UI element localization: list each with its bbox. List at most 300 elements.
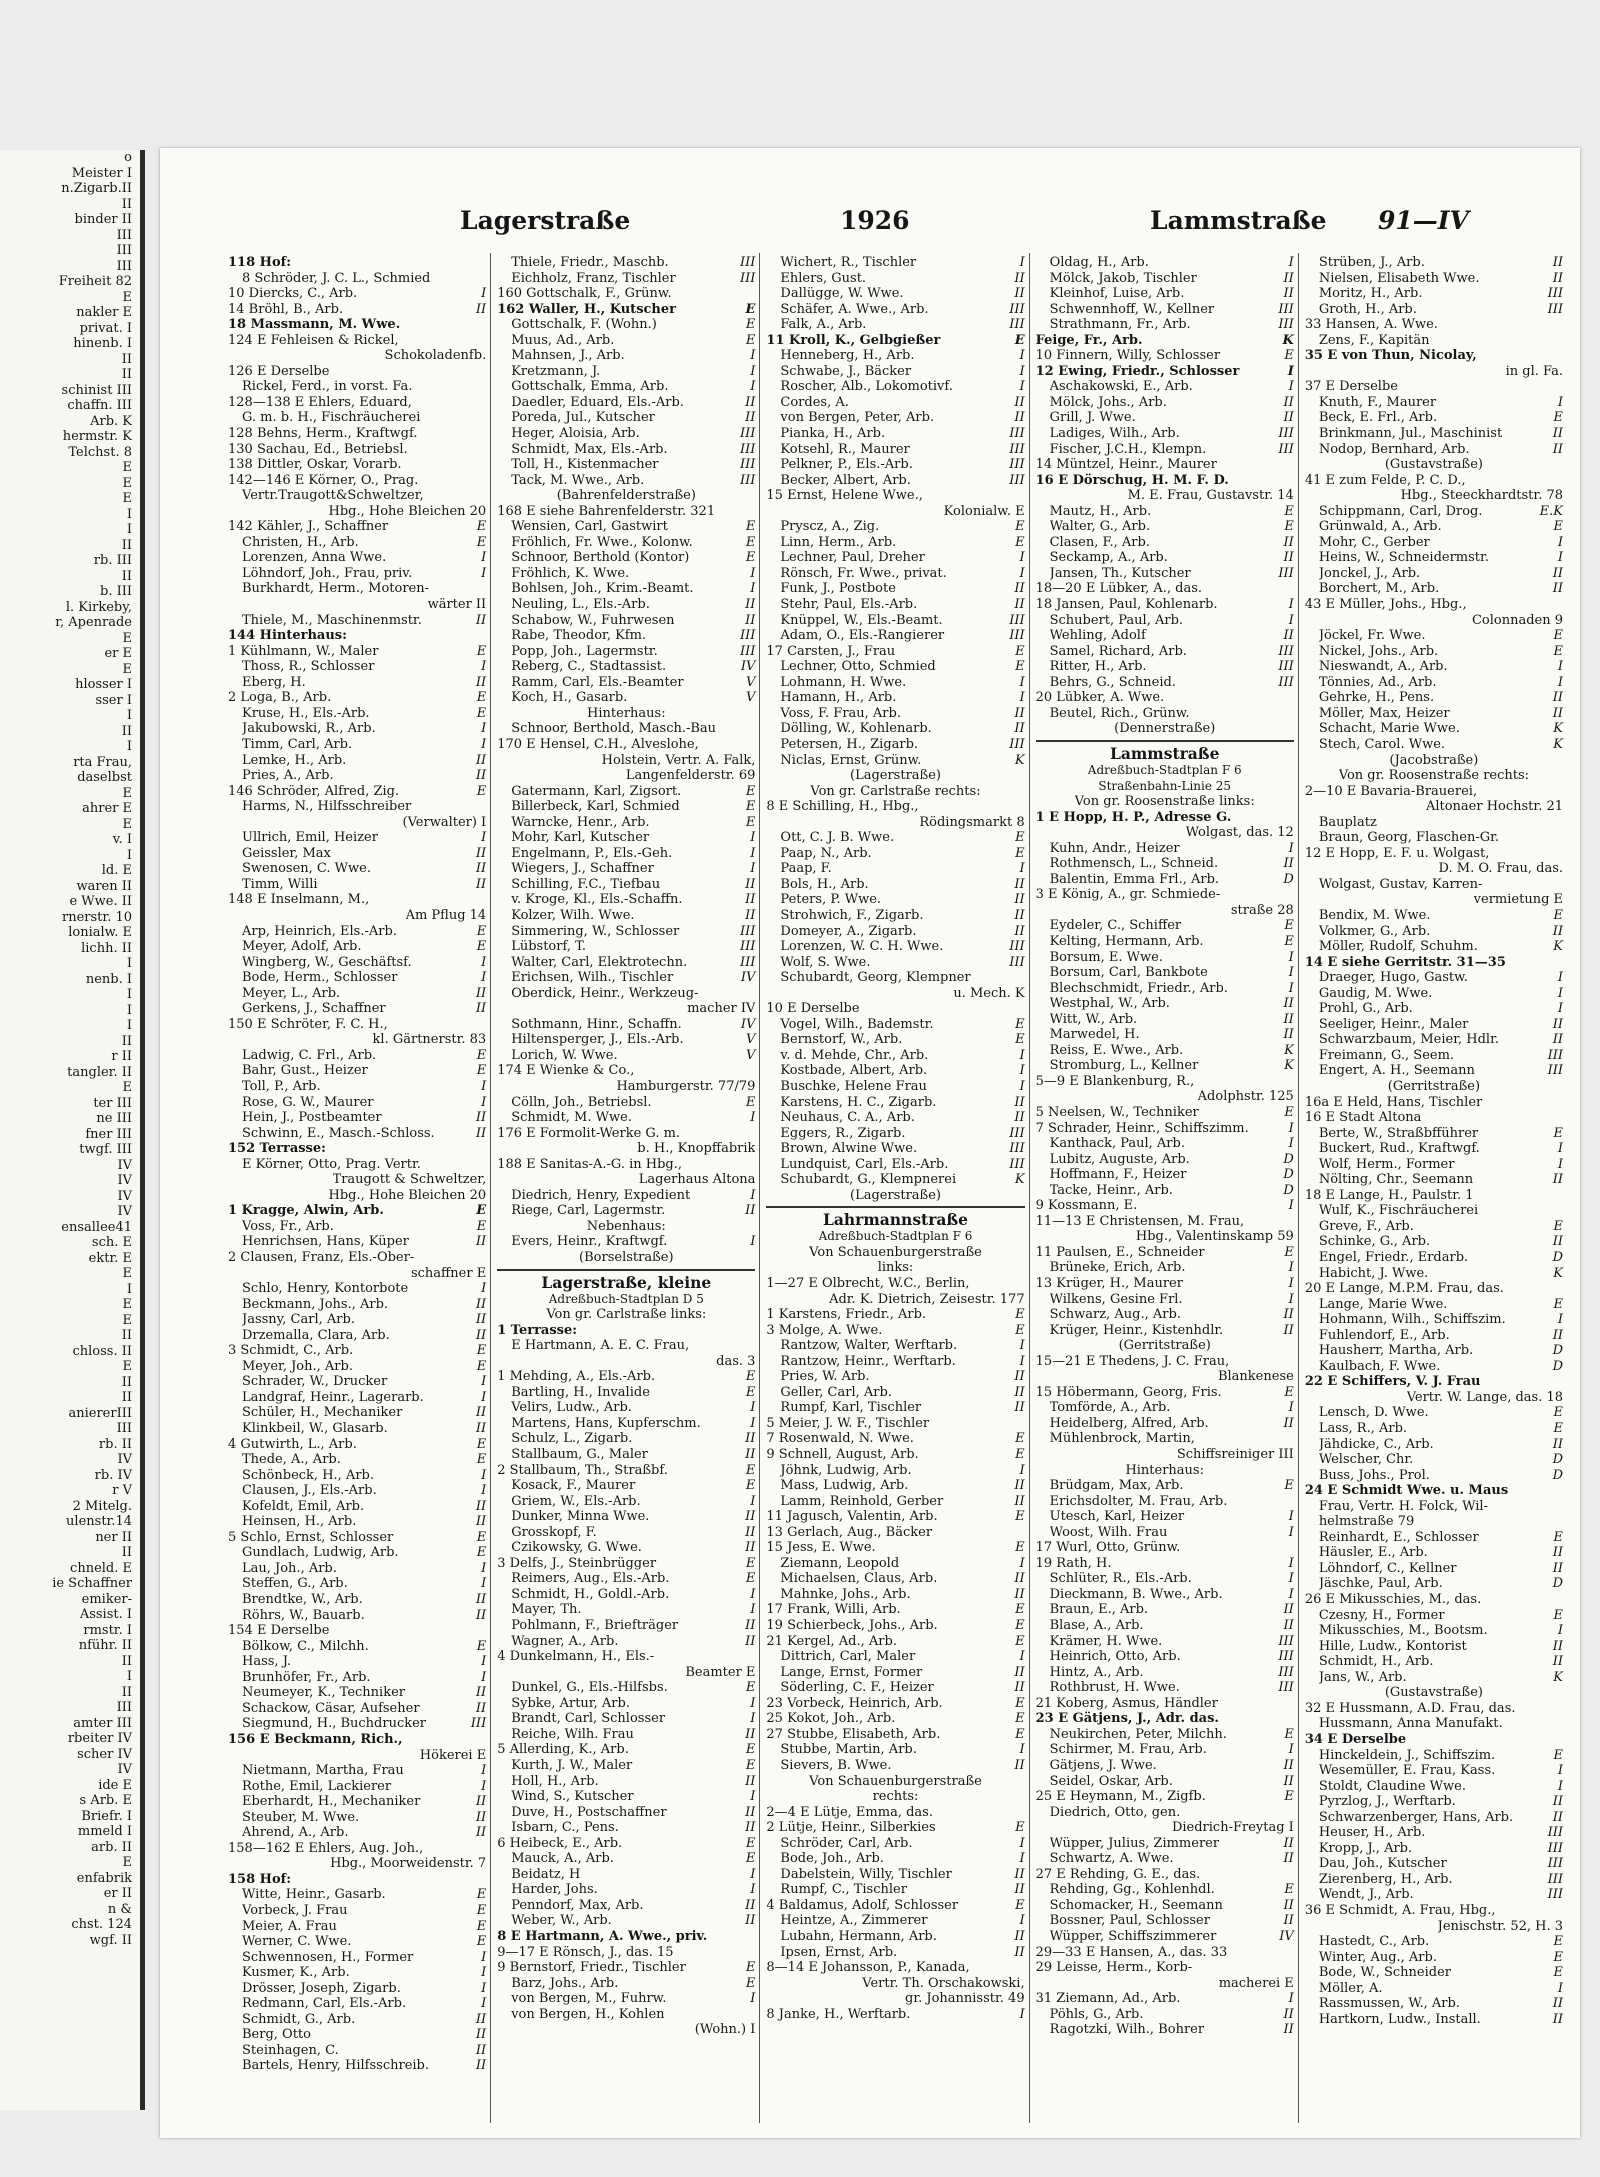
entry-text: Stallbaum, G., Maler	[511, 1447, 648, 1463]
directory-entry	[497, 364, 755, 380]
entry-text: Neumeyer, K., Techniker	[242, 1685, 405, 1701]
entry-text: Kosack, F., Maurer	[511, 1478, 636, 1494]
directory-entry	[1305, 1048, 1563, 1064]
directory-entry	[228, 737, 486, 753]
floor-marker: E	[1284, 1478, 1294, 1494]
prev-page-line: E	[122, 475, 132, 491]
entry-text: gr. Johannisstr. 49	[905, 1991, 1025, 2007]
directory-entry	[1036, 644, 1294, 660]
floor-marker: K	[1553, 736, 1564, 752]
entry-text: Pries, W. Arb.	[780, 1369, 870, 1385]
entry-text: Aschakowski, E., Arb.	[1049, 379, 1193, 395]
directory-entry	[1305, 519, 1563, 535]
entry-text: 146 Schröder, Alfred, Zig.	[228, 783, 400, 799]
floor-marker: II	[1552, 1327, 1564, 1343]
entry-text: Holl, H., Arb.	[511, 1773, 599, 1789]
entry-text: Schackow, Cäsar, Aufseher	[242, 1700, 420, 1716]
entry-text: 168 E siehe Bahrenfelderstr. 321	[497, 503, 716, 519]
entry-text: Utesch, Karl, Heizer	[1049, 1509, 1185, 1525]
directory-entry	[1036, 457, 1294, 473]
directory-entry	[1036, 1105, 1294, 1121]
entry-text: 158—162 E Ehlers, Aug. Joh.,	[228, 1840, 424, 1856]
floor-marker: II	[1014, 1586, 1025, 1602]
floor-marker: II	[1014, 1571, 1025, 1587]
entry-text: Hausherr, Martha, Arb.	[1318, 1343, 1474, 1359]
floor-marker: E	[745, 301, 756, 317]
entry-text: 8 Janke, H., Werftarb.	[766, 2006, 911, 2022]
directory-entry	[228, 1794, 486, 1810]
entry-text: Henneberg, H., Arb.	[780, 348, 915, 364]
directory-entry	[766, 1618, 1024, 1634]
floor-marker: I	[1557, 970, 1564, 986]
directory-entry	[497, 613, 755, 629]
entry-text: 11 Paulsen, E., Schneider	[1035, 1244, 1205, 1260]
floor-marker: II	[1552, 1172, 1564, 1188]
floor-marker: II	[1283, 2006, 1294, 2022]
floor-marker: E	[1014, 332, 1025, 348]
entry-text: Geissler, Max	[242, 845, 331, 861]
prev-page-line: II	[121, 367, 132, 382]
floor-marker: E	[1015, 1447, 1025, 1463]
entry-text: Erichsdolter, M. Frau, Arb.	[1049, 1493, 1228, 1509]
floor-marker: V	[746, 674, 756, 690]
directory-entry	[228, 442, 486, 458]
directory-entry	[228, 1110, 486, 1126]
floor-marker: V	[746, 690, 756, 706]
directory-entry	[228, 2043, 486, 2059]
floor-marker: I	[1288, 949, 1294, 965]
floor-marker: I	[1288, 1509, 1294, 1525]
floor-marker: I	[1288, 597, 1294, 613]
directory-entry	[1305, 566, 1563, 582]
floor-marker: I	[481, 1654, 487, 1670]
floor-marker: I	[1288, 1571, 1294, 1587]
entry-text: 13 Krüger, H., Maurer	[1035, 1276, 1183, 1291]
prev-page-line: privat. I	[79, 320, 132, 336]
directory-entry	[766, 1929, 1024, 1945]
entry-text: (Lagerstraße)	[850, 1187, 941, 1203]
entry-text: Berte, W., Straßbfführer	[1318, 1125, 1479, 1141]
directory-entry	[766, 1095, 1024, 1111]
directory-entry	[497, 690, 755, 706]
floor-marker: III	[1547, 1063, 1564, 1079]
entry-text: Domeyer, A., Zigarb.	[780, 923, 917, 939]
directory-entry	[1305, 1716, 1563, 1732]
floor-marker: II	[1014, 410, 1025, 426]
prev-page-line: schinist III	[61, 382, 132, 398]
prev-page-line: scher IV	[77, 1746, 132, 1762]
entry-text: Kleinhof, Luise, Arb.	[1049, 286, 1185, 302]
directory-entry	[228, 815, 486, 831]
floor-marker: I	[1019, 1913, 1025, 1929]
entry-text: Bartels, Henry, Hilfsschreib.	[242, 2058, 430, 2074]
entry-text: Brinkmann, Jul., Maschinist	[1318, 426, 1503, 442]
prev-page-line: III	[116, 1421, 132, 1436]
floor-marker: II	[1283, 1757, 1294, 1773]
floor-marker: III	[1009, 301, 1025, 317]
entry-text: Seeliger, Heinr., Maler	[1318, 1016, 1469, 1032]
directory-entry	[766, 1851, 1024, 1867]
entry-text: Schnoor, Berthold, Masch.-Bau	[511, 721, 717, 737]
entry-text: Buss, Johs., Prol.	[1318, 1467, 1430, 1483]
floor-marker: I	[1019, 674, 1025, 690]
entry-text: Schlo, Henry, Kontorbote	[242, 1281, 409, 1297]
directory-entry	[1305, 861, 1563, 877]
entry-text: Schwennhoff, W., Kellner	[1049, 301, 1215, 317]
street-heading	[1036, 740, 1294, 763]
floor-marker: II	[1014, 286, 1025, 302]
prev-page-line: nakler E	[76, 305, 132, 320]
directory-entry	[1036, 1960, 1294, 1976]
directory-entry	[766, 550, 1024, 566]
entry-text: Woost, Wilh. Frau	[1049, 1524, 1168, 1540]
prev-page-line: emiker-	[81, 1591, 132, 1607]
floor-marker: III	[1009, 954, 1025, 970]
entry-text: Arp, Heinrich, Els.-Arb.	[242, 923, 397, 939]
floor-marker: E.K	[1539, 503, 1564, 519]
prev-page-line: II	[121, 723, 132, 739]
directory-entry	[1036, 1509, 1294, 1525]
directory-entry	[1036, 1727, 1294, 1743]
entry-text: Ipsen, Ernst, Arb.	[780, 1944, 898, 1960]
directory-entry	[1305, 395, 1563, 411]
prev-page-line: rb. II	[98, 1436, 132, 1452]
floor-marker: II	[745, 1773, 756, 1789]
floor-marker: II	[1014, 1369, 1025, 1385]
entry-text: Thiele, Friedr., Maschb.	[511, 255, 669, 270]
floor-marker: I	[1019, 379, 1025, 395]
entry-text: Wagner, A., Arb.	[511, 1633, 619, 1649]
entry-text: Gundlach, Ludwig, Arb.	[242, 1545, 399, 1561]
directory-entry	[497, 1774, 755, 1790]
floor-marker: II	[1014, 1757, 1025, 1773]
entry-text: 18 Jansen, Paul, Kohlenarb.	[1035, 597, 1218, 613]
floor-marker: II	[1283, 1602, 1294, 1618]
floor-marker: I	[750, 1493, 756, 1509]
floor-marker: II	[745, 892, 756, 908]
directory-entry	[497, 1032, 755, 1048]
entry-text: 1—27 E Olbrecht, W.C., Berlin,	[766, 1276, 970, 1291]
directory-entry	[497, 1556, 755, 1572]
entry-text: Evers, Heinr., Kraftwgf.	[511, 1234, 668, 1250]
floor-marker: II	[1014, 1866, 1025, 1882]
directory-entry	[1305, 1437, 1563, 1453]
floor-marker: III	[1009, 457, 1025, 473]
directory-entry	[766, 892, 1024, 908]
floor-marker: I	[1288, 1586, 1294, 1602]
entry-text: Cordes, A.	[780, 394, 849, 410]
floor-marker: E	[1015, 1509, 1025, 1525]
directory-entry	[497, 1126, 755, 1142]
prev-page-line: mmeld I	[77, 1824, 132, 1839]
floor-marker: II	[1552, 1436, 1564, 1452]
entry-text: Winter, Aug., Arb.	[1318, 1949, 1437, 1965]
directory-entry	[1305, 1623, 1563, 1639]
directory-entry	[228, 939, 486, 955]
directory-entry	[1036, 442, 1294, 458]
floor-marker: II	[475, 1421, 487, 1437]
directory-entry	[228, 504, 486, 520]
directory-entry	[497, 1307, 755, 1323]
entry-text: Berg, Otto	[242, 2027, 311, 2043]
floor-marker: E	[1284, 503, 1294, 519]
directory-entry	[497, 1525, 755, 1541]
entry-text: Simmering, W., Schlosser	[511, 923, 680, 939]
entry-text: Tacke, Heinr., Arb.	[1049, 1182, 1173, 1198]
floor-marker: E	[1553, 1421, 1564, 1437]
directory-entry	[1036, 1665, 1294, 1681]
directory-entry	[228, 846, 486, 862]
directory-entry	[1305, 877, 1563, 893]
directory-entry	[497, 1219, 755, 1235]
floor-marker: II	[1552, 1654, 1564, 1670]
directory-entry	[1036, 675, 1294, 691]
entry-text: Ritter, H., Arb.	[1049, 659, 1147, 675]
entry-text: Wendt, J., Arb.	[1318, 1887, 1414, 1903]
prev-page-line: IV	[117, 1762, 132, 1777]
directory-entry	[497, 1292, 755, 1308]
entry-text: Kofeldt, Emil, Arb.	[242, 1498, 365, 1514]
directory-entry	[1305, 1965, 1563, 1981]
directory-entry	[1036, 965, 1294, 981]
directory-entry	[1305, 1390, 1563, 1406]
entry-text: 5—9 E Blankenburg, R.,	[1035, 1073, 1195, 1089]
entry-text: Bernstorf, W., Arb.	[780, 1032, 903, 1048]
prev-page-line: sch. E	[91, 1235, 132, 1250]
floor-marker: E	[1015, 1307, 1025, 1323]
prev-page-line: III	[116, 243, 132, 258]
floor-marker: E	[1553, 643, 1564, 659]
entry-text: Pryscz, A., Zig.	[780, 519, 880, 535]
entry-text: Griem, W., Els.-Arb.	[511, 1493, 641, 1509]
floor-marker: II	[1014, 1384, 1025, 1400]
floor-marker: III	[1009, 472, 1025, 488]
entry-text: in gl. Fa.	[1505, 363, 1564, 379]
entry-text: Strüben, J., Arb.	[1318, 255, 1425, 270]
floor-marker: III	[740, 472, 756, 488]
entry-text: Behrs, G., Schneid.	[1049, 674, 1176, 690]
floor-marker: II	[1283, 996, 1294, 1012]
entry-text: Kaulbach, F. Wwe.	[1318, 1358, 1441, 1374]
entry-text: 12 Ewing, Friedr., Schlosser	[1035, 363, 1240, 379]
floor-marker: I	[481, 1094, 487, 1110]
directory-entry	[766, 955, 1024, 971]
directory-entry	[1036, 348, 1294, 364]
floor-marker: E	[476, 923, 487, 939]
entry-text: Ahrend, A., Arb.	[242, 1825, 349, 1841]
directory-entry	[497, 1063, 755, 1079]
prev-page-line: ide E	[98, 1777, 132, 1793]
directory-entry	[228, 1514, 486, 1530]
directory-entry	[497, 659, 755, 675]
floor-marker: I	[750, 348, 756, 364]
directory-entry	[1036, 1618, 1294, 1634]
prev-page-line: l. Kirkeby,	[65, 599, 132, 615]
entry-text: Borsum, Carl, Bankbote	[1049, 965, 1208, 981]
entry-text: Dunker, Minna Wwe.	[511, 1509, 650, 1525]
directory-entry	[497, 892, 755, 908]
entry-text: Rothmensch, L., Schneid.	[1049, 856, 1219, 872]
entry-text: Ullrich, Emil, Heizer	[242, 830, 378, 846]
entry-text: Engelmann, P., Els.-Geh.	[511, 845, 673, 861]
directory-entry	[1305, 426, 1563, 442]
entry-text: Hohmann, Wilh., Schiffszim.	[1318, 1312, 1506, 1328]
prev-page-line: II	[121, 1328, 132, 1343]
entry-text: 10 Diercks, C., Arb.	[228, 286, 358, 302]
prev-page-line: Meister I	[71, 165, 132, 181]
prev-page-line: E	[122, 1080, 132, 1095]
entry-text: 162 Waller, H., Kutscher	[497, 301, 676, 317]
floor-marker: II	[1014, 1493, 1025, 1509]
floor-marker: I	[481, 1763, 487, 1779]
floor-marker: III	[1278, 426, 1294, 442]
entry-text: Kostbade, Albert, Arb.	[780, 1063, 928, 1079]
entry-text: Schubardt, Georg, Klempner	[780, 970, 971, 986]
directory-entry	[497, 1634, 755, 1650]
floor-marker: II	[1014, 705, 1025, 721]
column-5	[1298, 253, 1567, 2123]
directory-entry	[497, 1820, 755, 1836]
entry-text: Jonckel, J., Arb.	[1318, 565, 1421, 581]
directory-entry	[228, 1545, 486, 1561]
entry-text: Braun, E., Arb.	[1049, 1602, 1149, 1618]
floor-marker: I	[1557, 1312, 1564, 1328]
entry-text: Hussmann, Anna Manufakt.	[1318, 1716, 1503, 1732]
directory-entry	[228, 1576, 486, 1592]
floor-marker: III	[1009, 736, 1025, 752]
directory-entry	[497, 1882, 755, 1898]
directory-entry	[766, 1898, 1024, 1914]
entry-text: Werner, C. Wwe.	[242, 1934, 352, 1950]
directory-entry	[766, 1836, 1024, 1852]
directory-entry	[766, 1680, 1024, 1696]
prev-page-line: n.Zigarb.II	[61, 181, 132, 196]
floor-marker: I	[1019, 255, 1025, 270]
directory-entry	[497, 2022, 755, 2038]
entry-text: 3 Schmidt, C., Arb.	[228, 1343, 354, 1359]
directory-entry	[228, 1281, 486, 1297]
prev-page-line: I	[126, 987, 132, 1002]
directory-entry	[1036, 1711, 1294, 1727]
directory-entry	[1036, 1774, 1294, 1790]
entry-text: Bols, H., Arb.	[780, 876, 869, 892]
entry-text: Schmidt, Max, Els.-Arb.	[511, 441, 668, 457]
directory-entry	[766, 1126, 1024, 1142]
entry-text: Volkmer, G., Arb.	[1318, 923, 1431, 939]
directory-entry	[1036, 504, 1294, 520]
directory-entry	[497, 815, 755, 831]
directory-entry	[497, 970, 755, 986]
directory-entry	[228, 1017, 486, 1033]
floor-marker: E	[1553, 1747, 1564, 1763]
directory-entry	[228, 877, 486, 893]
entry-text: 9 Schnell, August, Arb.	[766, 1447, 919, 1463]
directory-entry	[497, 1665, 755, 1681]
floor-marker: II	[1283, 1415, 1294, 1431]
entry-text: Hoffmann, F., Heizer	[1049, 1167, 1187, 1183]
prev-page-line: IV	[117, 1188, 132, 1204]
directory-entry	[1036, 918, 1294, 934]
floor-marker: E	[745, 1369, 756, 1385]
directory-entry	[1305, 1499, 1563, 1515]
directory-entry	[766, 659, 1024, 675]
entry-text: Kolzer, Wilh. Wwe.	[511, 907, 635, 923]
prev-page-line: I	[126, 847, 132, 863]
directory-entry	[497, 1416, 755, 1432]
entry-text: 1 Mehding, A., Els.-Arb.	[497, 1369, 656, 1385]
entry-text: Bode, W., Schneider	[1318, 1965, 1451, 1981]
entry-text: Rothbrust, H. Wwe.	[1049, 1680, 1180, 1696]
directory-entry	[1036, 317, 1294, 333]
prev-page-line: b. III	[100, 584, 132, 599]
directory-entry	[228, 255, 486, 271]
entry-text: Mautz, H., Arb.	[1049, 503, 1152, 519]
floor-marker: E	[1015, 1602, 1025, 1618]
directory-entry	[228, 410, 486, 426]
entry-text: Bendix, M. Wwe.	[1318, 907, 1431, 923]
directory-entry	[228, 1592, 486, 1608]
entry-text: 142 Kähler, J., Schaffner	[228, 519, 389, 535]
entry-text: Mikusschies, M., Bootsm.	[1318, 1623, 1488, 1639]
floor-marker: I	[481, 1669, 487, 1685]
directory-entry	[228, 753, 486, 769]
directory-entry	[1036, 1758, 1294, 1774]
entry-text: Weber, W., Arb.	[511, 1913, 612, 1929]
floor-marker: II	[1283, 2022, 1294, 2038]
directory-entry	[228, 970, 486, 986]
floor-marker: E	[476, 1063, 487, 1079]
directory-entry	[1036, 810, 1294, 826]
floor-marker: II	[475, 612, 487, 628]
floor-marker: E	[745, 1571, 756, 1587]
directory-entry	[1305, 1810, 1563, 1826]
directory-entry	[1305, 1654, 1563, 1670]
entry-text: 2 Stallbaum, Th., Straßbf.	[497, 1462, 668, 1478]
directory-entry	[766, 1540, 1024, 1556]
entry-text: Duve, H., Postschaffner	[511, 1804, 667, 1820]
directory-entry	[497, 799, 755, 815]
directory-entry	[1305, 1079, 1563, 1095]
directory-entry	[497, 986, 755, 1002]
directory-entry	[1036, 950, 1294, 966]
directory-entry	[1036, 1820, 1294, 1836]
directory-entry	[228, 1903, 486, 1919]
directory-entry	[497, 1017, 755, 1033]
floor-marker: E	[1015, 1032, 1025, 1048]
entry-text: 14 E siehe Gerritstr. 31—35	[1304, 954, 1506, 970]
floor-marker: E	[1015, 1540, 1025, 1556]
entry-text: Lagerstraße, kleine	[541, 1272, 712, 1292]
entry-text: rechts:	[872, 1789, 919, 1805]
entry-text: Kurth, J. W., Maler	[511, 1757, 633, 1773]
entry-text: Wulf, K., Fischräucherei	[1318, 1203, 1479, 1219]
entry-text: Tomförde, A., Arb.	[1049, 1400, 1171, 1416]
floor-marker: II	[1283, 550, 1294, 566]
directory-entry	[1036, 1307, 1294, 1323]
directory-entry	[766, 1525, 1024, 1541]
entry-text: Gaudig, M. Wwe.	[1318, 985, 1433, 1001]
entry-text: Beck, E. Frl., Arb.	[1318, 410, 1438, 426]
directory-entry	[497, 1805, 755, 1821]
entry-text: Rose, G. W., Maurer	[242, 1094, 374, 1110]
directory-entry	[1036, 597, 1294, 613]
entry-text: Brüneke, Erich, Arb.	[1049, 1260, 1186, 1276]
entry-text: Schokoladenfb.	[384, 348, 487, 364]
entry-text: Marwedel, H.	[1049, 1027, 1140, 1043]
entry-text: Ladiges, Wilh., Arb.	[1049, 426, 1180, 442]
directory-entry	[1036, 1012, 1294, 1028]
entry-text: Pyrzlog, J., Werftarb.	[1318, 1794, 1456, 1810]
